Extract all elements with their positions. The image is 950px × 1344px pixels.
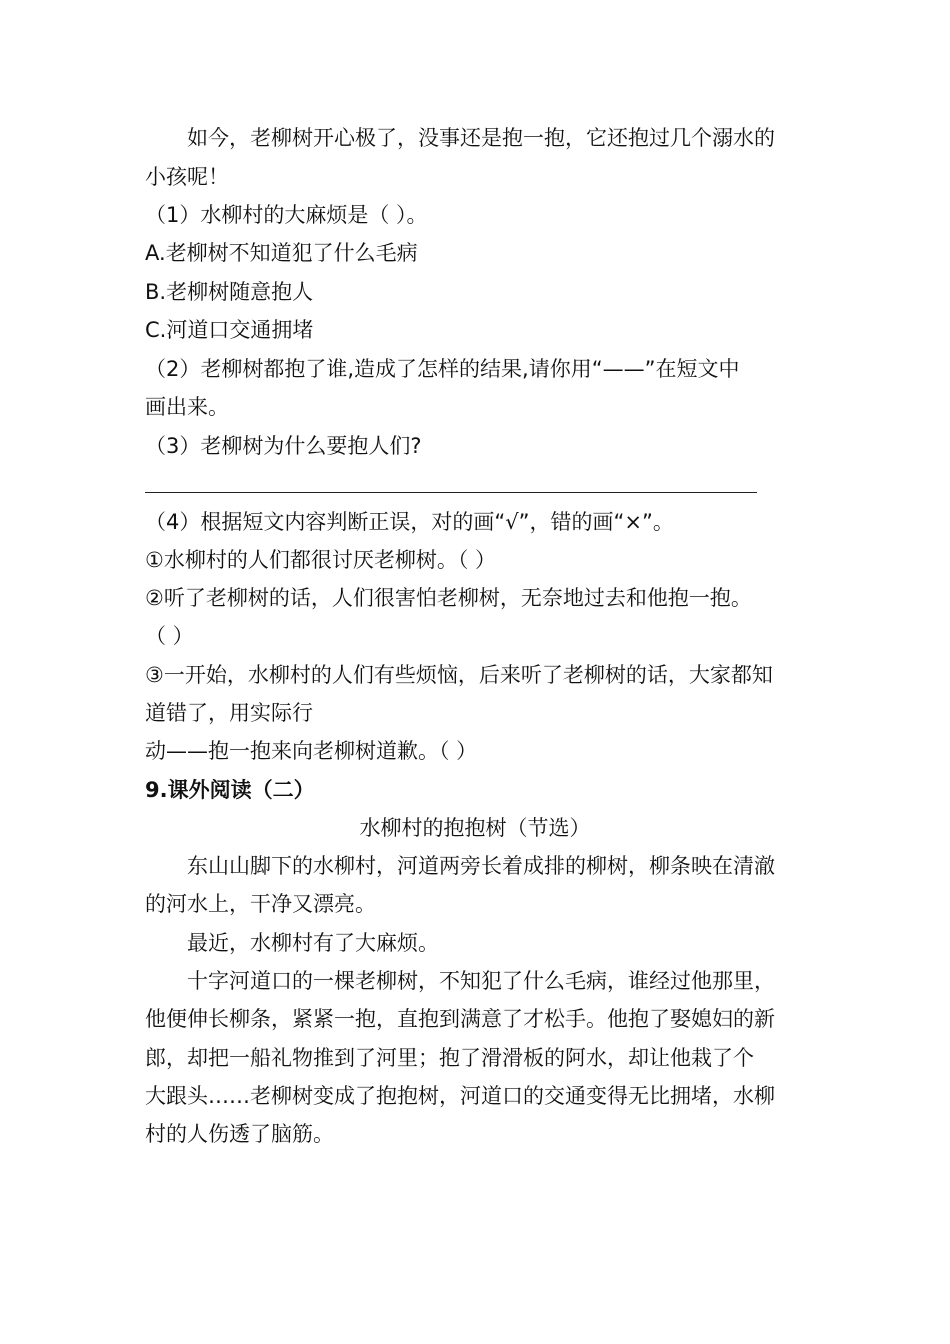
story-title: 水柳村的抱抱树（节选） (359, 816, 591, 840)
question-2-cont: 画出来。 (145, 395, 229, 419)
statement-3-end: 动——抱一抱来向老柳树道歉。（ ） (145, 739, 478, 763)
option-c: C.河道口交通拥堵 (145, 318, 314, 342)
paragraph-line: 他便伸长柳条，紧紧一抱，直抱到满意了才松手。他抱了娶媳妇的新 (145, 1007, 775, 1031)
section-heading: 9.课外阅读（二） (145, 778, 315, 802)
question-4: （4）根据短文内容判断正误，对的画“√”，错的画“×”。 (145, 510, 674, 534)
paragraph-line: 最近，水柳村有了大麻烦。 (187, 931, 439, 955)
statement-3-cont: 道错了，用实际行 (145, 701, 313, 725)
question-1: （1）水柳村的大麻烦是（ ）。 (145, 203, 428, 227)
answer-line (145, 492, 757, 493)
paragraph-line: 十字河道口的一棵老柳树，不知犯了什么毛病，谁经过他那里， (187, 969, 775, 993)
statement-2-bracket: （ ） (145, 624, 194, 648)
paragraph-line: 的河水上，干净又漂亮。 (145, 892, 376, 916)
statement-2: ②听了老柳树的话，人们很害怕老柳树，无奈地过去和他抱一抱。 (145, 586, 752, 610)
statement-1: ①水柳村的人们都很讨厌老柳树。（ ） (145, 548, 496, 572)
paragraph-line: 大跟头……老柳树变成了抱抱树，河道口的交通变得无比拥堵，水柳 (145, 1084, 775, 1108)
passage-line: 如今，老柳树开心极了，没事还是抱一抱，它还抱过几个溺水的 (187, 126, 775, 150)
statement-3: ③一开始，水柳村的人们有些烦恼，后来听了老柳树的话，大家都知 (145, 663, 773, 687)
passage-line: 小孩呢！ (145, 165, 229, 189)
paragraph-line: 村的人伤透了脑筋。 (145, 1122, 334, 1146)
option-a: A.老柳树不知道犯了什么毛病 (145, 241, 418, 265)
question-2: （2）老柳树都抱了谁,造成了怎样的结果,请你用“——”在短文中 (145, 357, 740, 381)
paragraph-line: 东山山脚下的水柳村，河道两旁长着成排的柳树，柳条映在清澈 (187, 854, 775, 878)
option-b: B.老柳树随意抱人 (145, 280, 314, 304)
question-3: （3）老柳树为什么要抱人们? (145, 434, 422, 458)
paragraph-line: 郎，却把一船礼物推到了河里；抱了滑滑板的阿水，却让他栽了个 (145, 1046, 754, 1070)
